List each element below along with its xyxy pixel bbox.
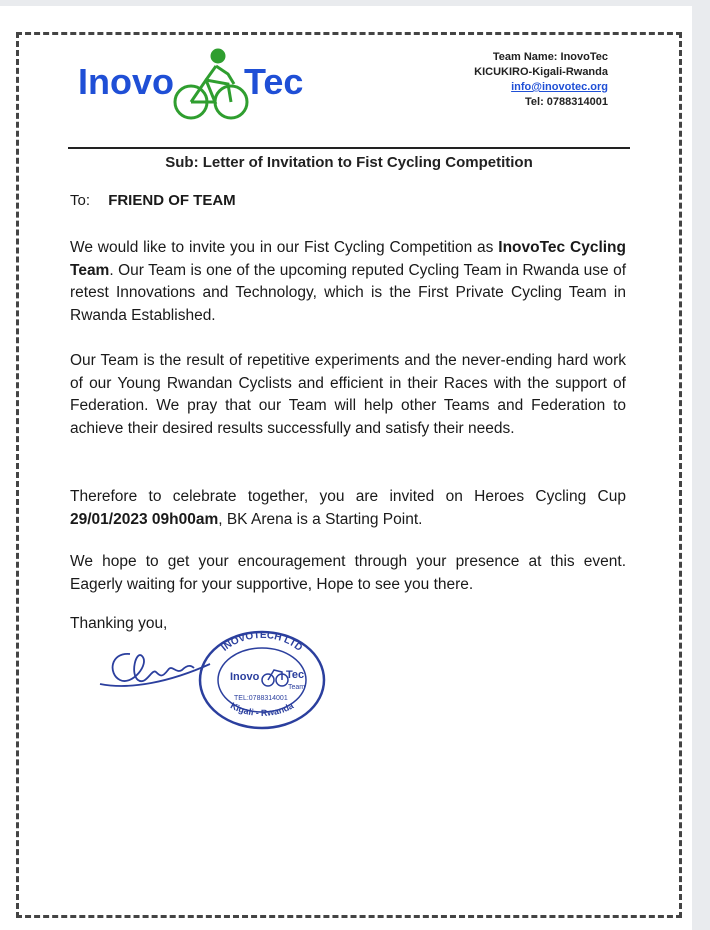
p3-text-a: Therefore to celebrate together, you are invited on Heroes Cycling Cup (70, 488, 626, 505)
p3-text-b: , BK Arena is a Starting Point. (218, 510, 423, 528)
contact-block (474, 50, 608, 110)
logo-text-right: Tec (244, 61, 304, 102)
closing-salutation: Thanking you, (70, 615, 168, 632)
team-name: Team Name: InovoTec (492, 51, 608, 63)
paragraph-closing: We hope to get your encouragement through your presence at this event. Eagerly waiting for your supportive, Hope to see you there. (70, 553, 626, 593)
team-email-link[interactable]: info@inovotec.org (511, 81, 608, 93)
logo-text-left: Inovo (78, 61, 174, 102)
stamp-tel: TEL:0788314001 (234, 695, 288, 702)
header-divider (68, 147, 630, 149)
stamp-bottom-text: Kigali - Rwanda (228, 700, 296, 718)
team-location: KICUKIRO-Kigali-Rwanda (474, 66, 608, 78)
svg-text:INOVOTECH LTD (220, 630, 305, 654)
stamp-sub: Team (288, 684, 306, 691)
stamp-brand-left: Inovo (230, 671, 260, 683)
paragraph-invitation (70, 237, 626, 327)
subject-line: Sub: Letter of Invitation to Fist Cycling Competition (165, 154, 533, 171)
stamp-cyclist-icon (262, 670, 288, 686)
p1-team-name: InovoTec Cycling Team (70, 239, 626, 279)
p1-text-a: We would like to invite you in our Fist Cycling Competition as (70, 239, 499, 256)
stamp-top-text: INOVOTECH LTD (219, 629, 305, 654)
paragraph-event (70, 486, 626, 531)
team-phone: Tel: 0788314001 (525, 96, 608, 108)
p1-text-b: . Our Team is one of the upcoming reputed Cycling Team in Rwanda use of retest Innovations and Technology, which is the First Private Cycling Team in Rwanda Established. (70, 261, 626, 324)
svg-text:Kigali - Rwanda (229, 700, 296, 718)
inovotec-logo (78, 44, 328, 124)
recipient-label: To: (70, 192, 91, 209)
event-datetime: 29/01/2023 09h00am (70, 510, 219, 528)
recipient-line (70, 192, 236, 209)
stamp-brand-right: Tec (286, 669, 305, 681)
letter-page (0, 6, 692, 930)
paragraph-team: Our Team is the result of repetitive experiments and the never-ending hard work of our Young Rwandan Cyclists and efficient in their Races with the support of Federation. We pray that our Team will help other Teams and Federation to achieve their desired results successfully and satisfy their needs. (70, 352, 626, 437)
company-stamp (192, 620, 332, 730)
recipient-name: FRIEND OF TEAM (108, 192, 236, 209)
cyclist-icon (175, 50, 247, 118)
